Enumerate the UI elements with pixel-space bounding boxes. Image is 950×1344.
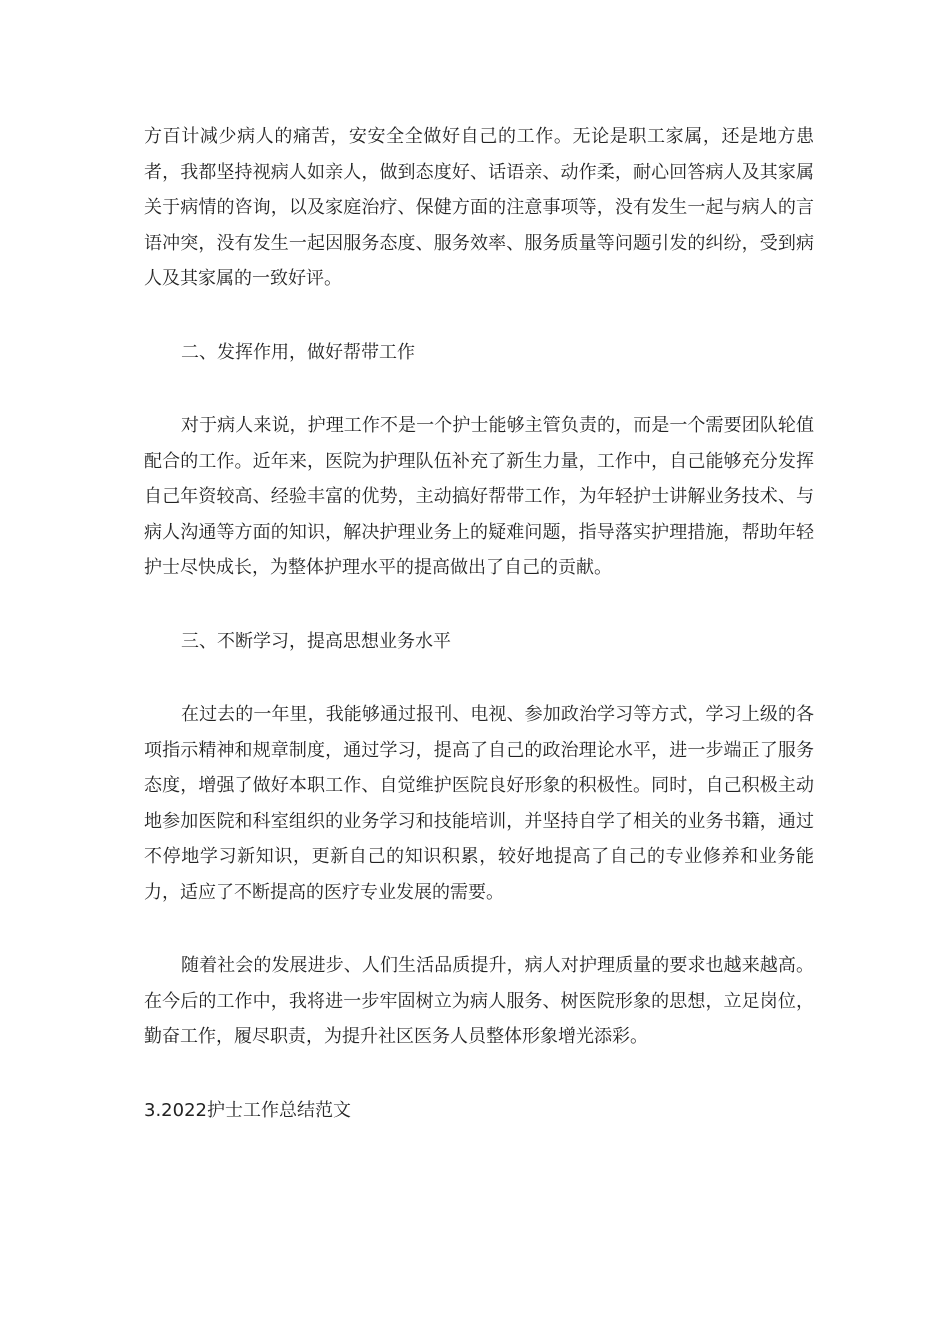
- paragraph-gap: [144, 586, 814, 624]
- paragraph-outlook: 随着社会的发展进步、人们生活品质提升，病人对护理质量的要求也越来越高。在今后的工作中，我将进一步牢固树立为病人服务、树医院形象的思想，立足岗位，勤奋工作，履尽职责，为提升社区医务人员整体形象增光添彩。: [144, 955, 814, 1047]
- paragraph-gap: [144, 297, 814, 335]
- document-body: [144, 119, 814, 1128]
- paragraph-gap: [144, 659, 814, 697]
- section-title-next: 3.2022护士工作总结范文: [144, 1099, 351, 1121]
- paragraph-mentoring: 对于病人来说，护理工作不是一个护士能够主管负责的，而是一个需要团队轮值配合的工作。近年来，医院为护理队伍补充了新生力量，工作中，自己能够充分发挥自己年资较高、经验丰富的优势，主动搞好帮带工作，为年轻护士讲解业务技术、与病人沟通等方面的知识，解决护理业务上的疑难问题，指导落实护理措施，帮助年轻护士尽快成长，为整体护理水平的提高做出了自己的贡献。: [144, 415, 814, 578]
- paragraph-gap: [144, 370, 814, 408]
- paragraph-continued: 方百计减少病人的痛苦，安安全全做好自己的工作。无论是职工家属，还是地方患者，我都坚持视病人如亲人，做到态度好、话语亲、动作柔，耐心回答病人及其家属关于病情的咨询，以及家庭治疗、保健方面的注意事项等，没有发生一起与病人的言语冲突，没有发生一起因服务态度、服务效率、服务质量等问题引发的纠纷，受到病人及其家属的一致好评。: [144, 126, 814, 289]
- section-heading-3: 三、不断学习，提高思想业务水平: [181, 630, 451, 652]
- paragraph-gap: [144, 1055, 814, 1093]
- section-heading-2: 二、发挥作用，做好帮带工作: [181, 341, 415, 363]
- paragraph-learning: 在过去的一年里，我能够通过报刊、电视、参加政治学习等方式，学习上级的各项指示精神和规章制度，通过学习，提高了自己的政治理论水平，进一步端正了服务态度，增强了做好本职工作、自觉维护医院良好形象的积极性。同时，自己积极主动地参加医院和科室组织的业务学习和技能培训，并坚持自学了相关的业务书籍，通过不停地学习新知识，更新自己的知识积累，较好地提高了自己的专业修养和业务能力，适应了不断提高的医疗专业发展的需要。: [144, 704, 814, 903]
- paragraph-gap: [144, 910, 814, 948]
